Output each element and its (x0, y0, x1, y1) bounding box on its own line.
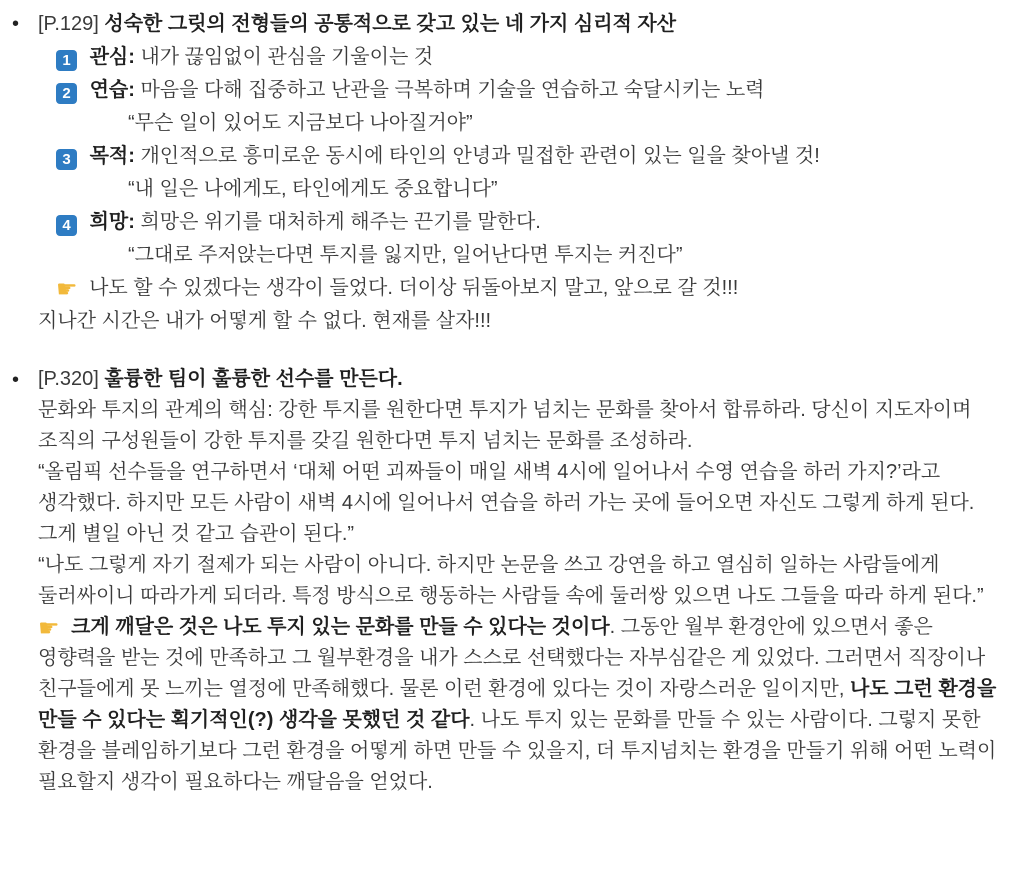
pointing-finger-icon: ☛ (38, 614, 60, 642)
paragraph-olympic-quote: “올림픽 선수들을 연구하면서 ‘대체 어떤 괴짜들이 매일 새벽 4시에 일어나서 수영 연습을 하러 가지?’라고 생각했다. 하지만 모든 사람이 새벽 4시에 일어나서 연습을 하러 가는 곳에 들어오면 자신도 그렇게 하게 된다. 그게 별일 아닌 것 같고 습관이 된다.” (38, 461, 975, 545)
number-badge-icon: 4 (56, 215, 77, 236)
paragraph-self-discipline-quote: “나도 그렇게 자기 절제가 되는 사람이 아니다. 하지만 논문을 쓰고 강연을 하고 열심히 일하는 사람들에게 둘러싸이니 따라가게 되더라. 특정 방식으로 행동하는 사람들 속에 둘러쌍 있으면 나도 그들을 따라 하게 된다.” (38, 554, 984, 607)
pointer-paragraph (38, 612, 999, 798)
page-reference: [P.320] (38, 368, 99, 390)
pointing-finger-icon: ☛ (56, 275, 78, 303)
paragraph-culture-core: 문화와 투지의 관계의 핵심: 강한 투지를 원한다면 투지가 넘치는 문화를 찾아서 합류하라. 당신이 지도자이며 조직의 구성원들이 강한 투지를 갖길 원한다면 투지 넘치는 문화를 조성하라. (38, 399, 972, 452)
item-text: 개인적으로 흥미로운 동시에 타인의 안녕과 밀접한 관련이 있는 일을 찾아낼 것! (140, 145, 820, 167)
item-label: 희망: (89, 211, 135, 233)
section-title: 훌륭한 팀이 훌륭한 선수를 만든다. (104, 368, 403, 390)
numbered-item (38, 41, 999, 74)
page-reference: [P.129] (38, 13, 99, 35)
pointer-text: 나도 할 수 있겠다는 생각이 들었다. 더이상 뒤돌아보지 말고, 앞으로 갈 것!!! (89, 277, 739, 299)
pointer-end-text: . 나도 투지 있는 문화를 만들 수 있는 사람이다. 그렇지 못한 환경을 블레임하기보다 그런 환경을 어떻게 하면 만들 수 있을지, 더 투지넘치는 환경을 만들기 위해 어떤 노력이 필요할지 생각이 필요하다는 깨달음을 얻었다. (38, 709, 997, 793)
section-title: 성숙한 그릿의 전형들의 공통적으로 갖고 있는 네 가지 심리적 자산 (104, 13, 677, 35)
pointer-line (38, 272, 999, 305)
section1-title-line (38, 8, 999, 41)
quote-line: “무슨 일이 있어도 지금보다 나아질거야” (128, 112, 473, 134)
number-badge-icon: 1 (56, 50, 77, 71)
quote-line: “내 일은 나에게도, 타인에게도 중요합니다” (128, 178, 498, 200)
numbered-item (38, 140, 999, 173)
item-label: 연습: (89, 79, 135, 101)
numbered-item (38, 74, 999, 107)
number-badge-icon: 3 (56, 149, 77, 170)
item-text: 마음을 다해 집중하고 난관을 극복하며 기술을 연습하고 숙달시키는 노력 (140, 79, 765, 101)
item-label: 목적: (89, 145, 135, 167)
section-p320 (0, 364, 999, 798)
pointer-mid-text: . 그동안 월부 환경안에 있으면서 좋은 영향력을 받는 것에 만족하고 그 월부환경을 내가 스스로 선택했다는 자부심같은 게 있었다. 그러면서 직장이나 친구들에게 못 느끼는 열정에 만족해했다. 물론 이런 환경에 있다는 것이 자랑스러운 일이지만, (38, 616, 986, 700)
item-label: 관심: (89, 46, 135, 68)
number-badge-icon: 2 (56, 83, 77, 104)
closing-line: 지나간 시간은 내가 어떻게 할 수 없다. 현재를 살자!!! (38, 310, 492, 332)
numbered-item (38, 206, 999, 239)
inner-bold-text: 나도 그런 환경을 만들 수 있다는 획기적인(?) 생각을 못했던 것 같다 (38, 678, 997, 731)
item-text: 내가 끊임없이 관심을 기울이는 것 (140, 46, 434, 68)
quote-line: “그대로 주저앉는다면 투지를 잃지만, 일어난다면 투지는 커진다” (128, 244, 683, 266)
section-p129 (0, 8, 999, 338)
item-text: 희망은 위기를 대처하게 해주는 끈기를 말한다. (140, 211, 541, 233)
pointer-bold-text: 크게 깨달은 것은 나도 투지 있는 문화를 만들 수 있다는 것이다 (71, 616, 610, 638)
section2-title-line (38, 364, 999, 395)
